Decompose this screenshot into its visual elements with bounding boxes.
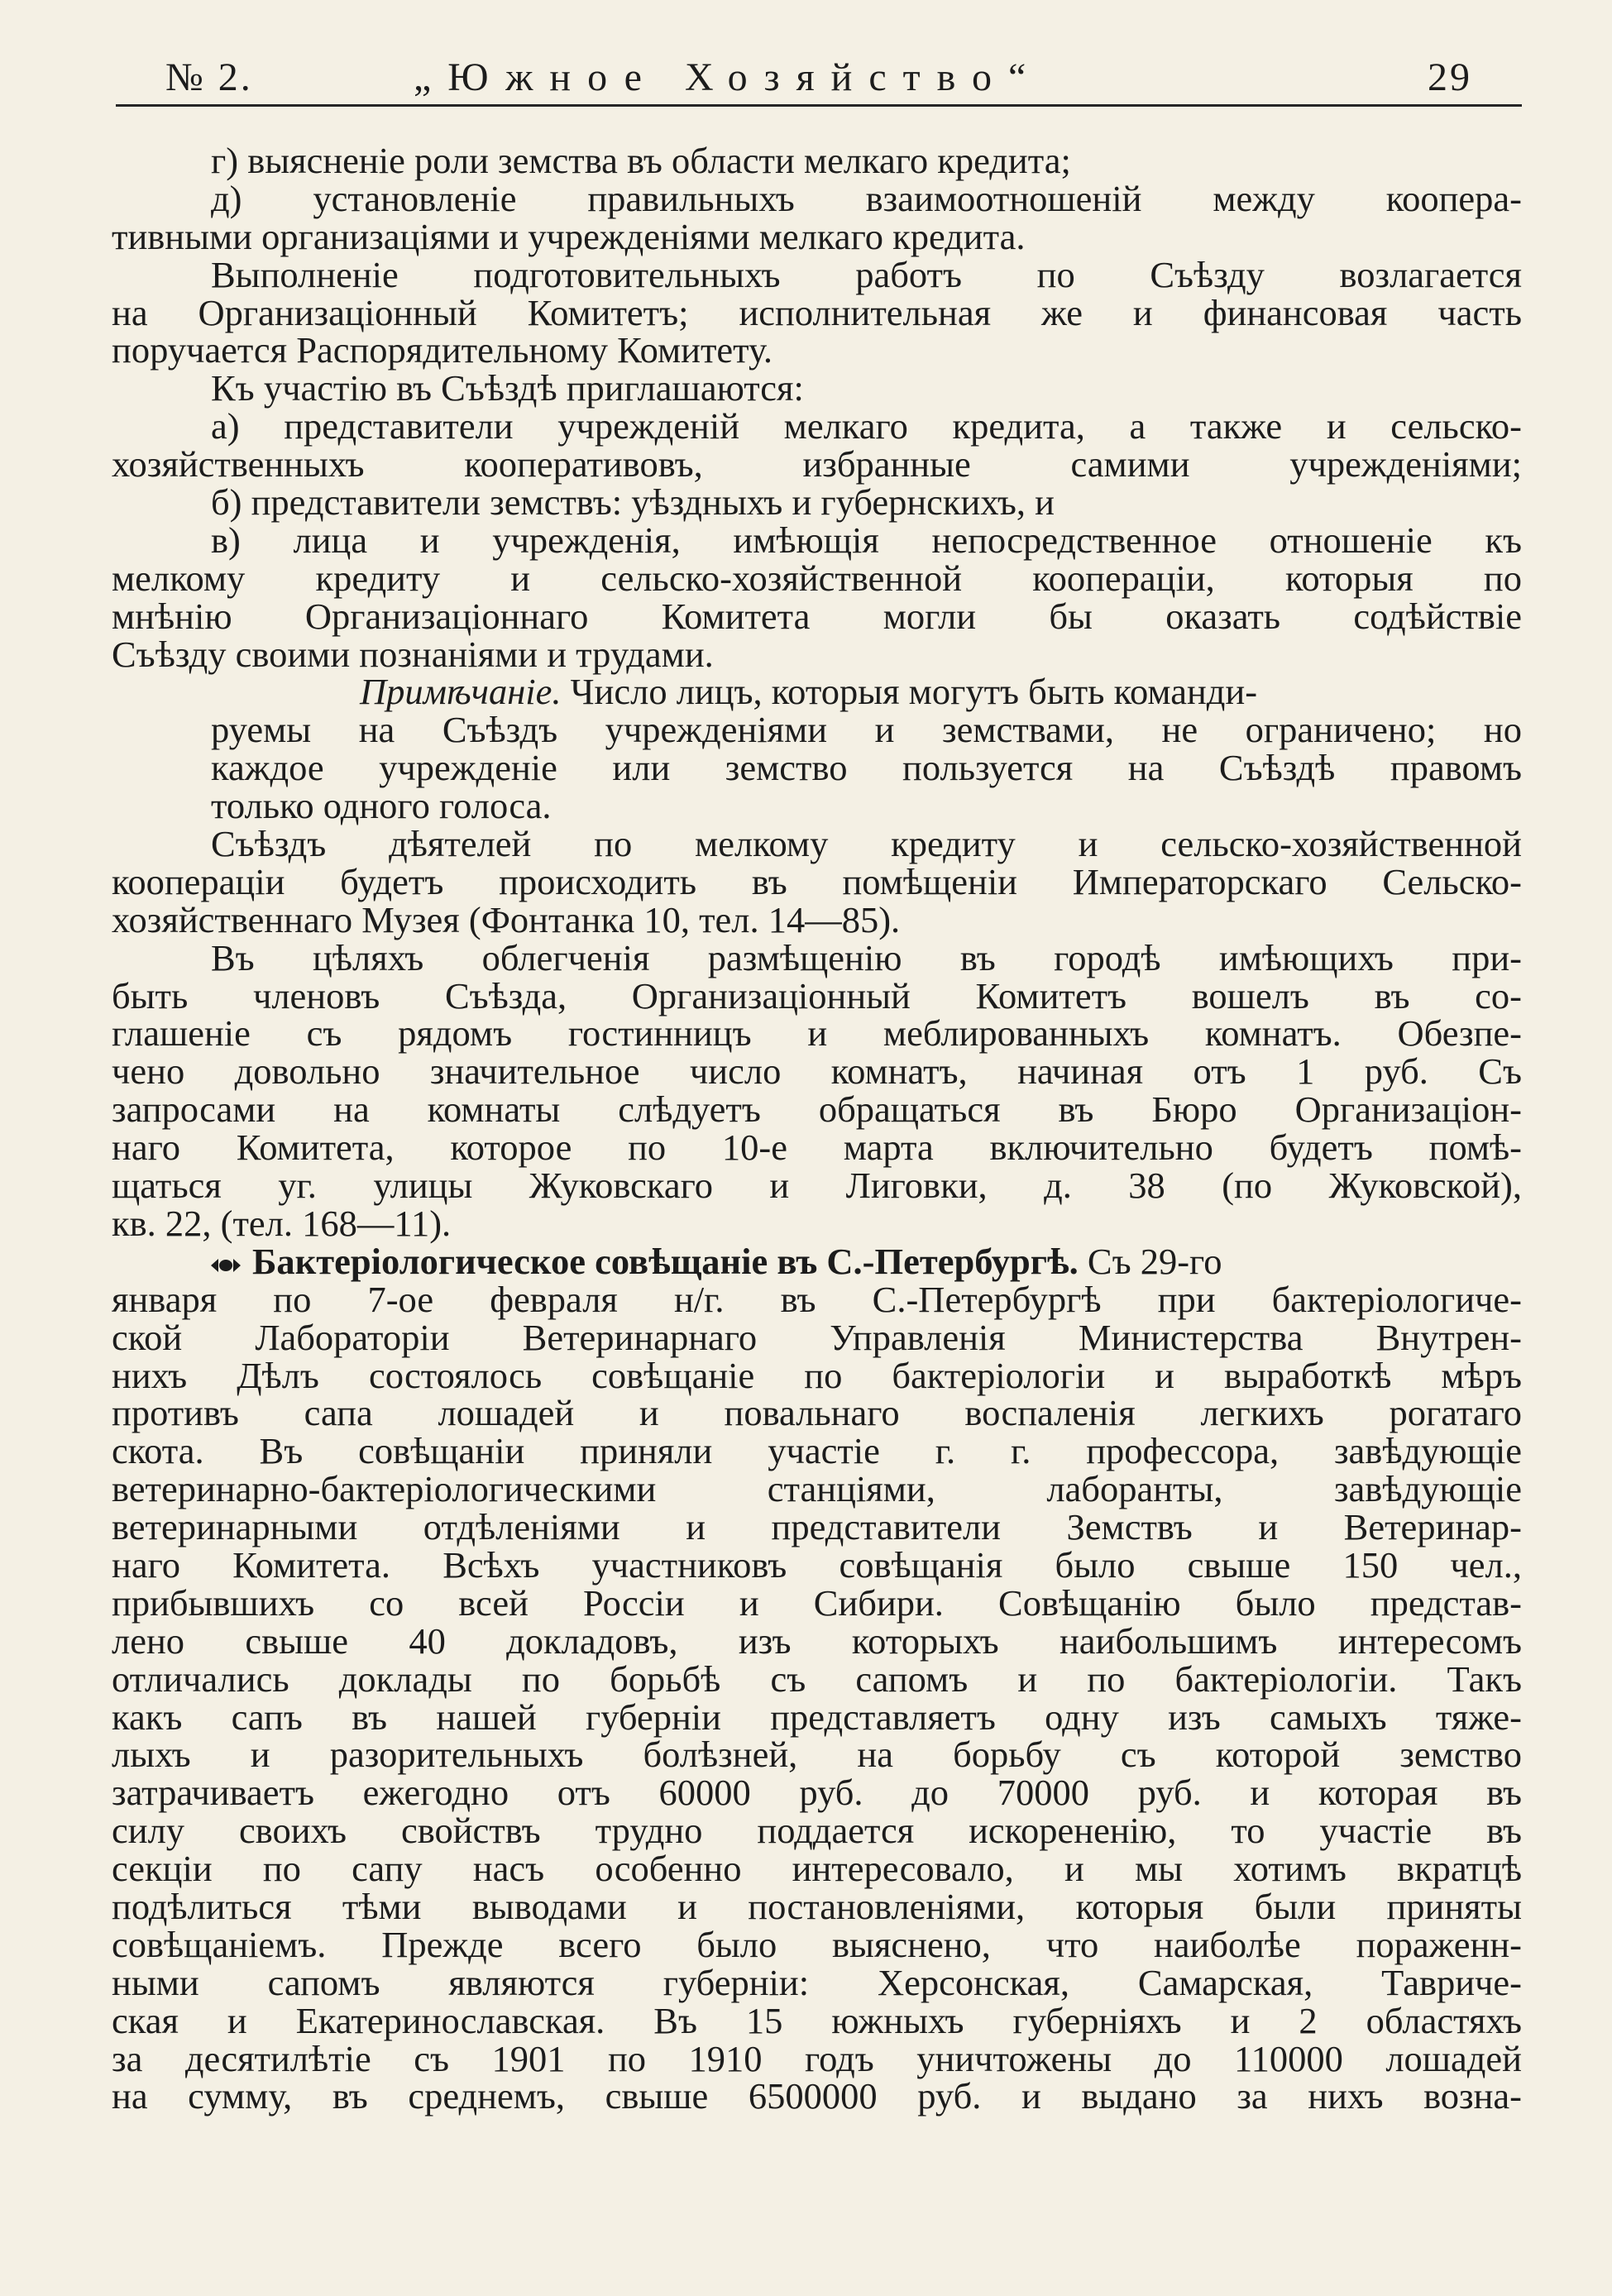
text-line: лыхъ и разорительныхъ болѣзней, на борьбу съ которой земство — [112, 1734, 1522, 1776]
text-line: на сумму, въ среднемъ, свыше 6500000 руб. и выдано за нихъ возна- — [112, 2075, 1522, 2117]
text-line: нихъ Дѣлъ состоялось совѣщаніе по бактеріологіи и выработкѣ мѣръ — [112, 1354, 1522, 1396]
text-line: а) представители учрежденій мелкаго кредита, а также и сельско- — [211, 405, 1522, 447]
text-line: наго Комитета. Всѣхъ участниковъ совѣщанія было свыше 150 чел., — [112, 1543, 1522, 1586]
text-line: Съѣздъ дѣятелей по мелкому кредиту и сельско-хозяйственной — [211, 823, 1522, 865]
note-text: Число лицъ, которыя могутъ быть команди- — [570, 671, 1258, 713]
text-line: г) выясненіе роли земства въ области мелкаго кредита; — [211, 140, 1071, 181]
text-line: быть членовъ Съѣзда, Организаціонный Комитетъ вошелъ въ со- — [112, 974, 1522, 1016]
text-line: мнѣнію Организаціоннаго Комитета могли бы оказать содѣйствіе — [112, 595, 1522, 637]
text-line: щаться уг. улицы Жуковскаго и Лиговки, д. 38 (по Жуковской), — [112, 1165, 1522, 1207]
text-line: за десятилѣтіе съ 1901 по 1910 годъ уничтожены до 110000 лошадей — [112, 2037, 1522, 2079]
issue-number: № 2. — [165, 55, 253, 99]
text-line: поручается Распорядительному Комитету. — [112, 329, 773, 371]
text-line: хозяйственныхъ кооперативовъ, избранные самими учрежденіями; — [112, 443, 1522, 486]
text-line: наго Комитета, которое по 10-е марта включительно будетъ помѣ- — [112, 1126, 1522, 1169]
text-line: кв. 22, (тел. 168—11). — [112, 1202, 452, 1244]
text-line: Съѣзду своими познаніями и трудами. — [112, 633, 714, 675]
text-line: коопераціи будетъ происходить въ помѣщеніи Императорскаго Сельско- — [112, 860, 1522, 902]
text-line: чено довольно значительное число комнатъ, начиная отъ 1 руб. Съ — [112, 1050, 1522, 1093]
header-rule — [116, 104, 1522, 107]
note-label: Примѣчаніе. — [360, 671, 562, 713]
text-line: Къ участію въ Съѣздѣ приглашаются: — [211, 367, 804, 409]
text-line: д) установленіе правильныхъ взаимоотношеній между коопера- — [211, 177, 1522, 219]
page-number: 29 — [1428, 55, 1472, 99]
text-line: ветеринарно-бактеріологическими станціями, лаборанты, завѣдующіе — [112, 1468, 1522, 1510]
text-line: в) лица и учрежденія, имѣющія непосредственное отношеніе къ — [211, 519, 1522, 561]
text-line: запросами на комнаты слѣдуетъ обращаться въ Бюро Организаціон- — [112, 1088, 1522, 1131]
text-line: Въ цѣляхъ облегченія размѣщенію въ городѣ имѣющихъ при- — [211, 936, 1522, 978]
text-line: руемы на Съѣздъ учрежденіями и земствами, не ограничено; но — [211, 709, 1522, 751]
text-line: каждое учрежденіе или земство пользуется на Съѣздѣ правомъ — [211, 747, 1522, 789]
text-line: тивными организаціями и учрежденіями мелкаго кредита. — [112, 215, 1026, 257]
text-line: только одного голоса. — [211, 785, 552, 827]
article-body — [112, 142, 1522, 2116]
text-line: скота. Въ совѣщаніи приняли участіе г. г. профессора, завѣдующіе — [112, 1430, 1522, 1472]
section-heading-trail: Съ 29-го — [1087, 1240, 1222, 1282]
text-line: хозяйственнаго Музея (Фонтанка 10, тел. 14—85). — [112, 898, 901, 940]
note-line — [112, 673, 1522, 711]
text-line: Выполненіе подготовительныхъ работъ по Съѣзду возлагается — [211, 253, 1522, 295]
text-line: ская и Екатеринославская. Въ 15 южныхъ губерніяхъ и 2 областяхъ — [112, 1999, 1522, 2041]
text-line: прибывшихъ со всей Россіи и Сибири. Совѣщанію было представ- — [112, 1581, 1522, 1624]
text-line: отличались доклады по борьбѣ съ сапомъ и по бактеріологіи. Такъ — [112, 1657, 1522, 1700]
text-line: б) представители земствъ: уѣздныхъ и губернскихъ, и — [211, 481, 1055, 524]
text-line: какъ сапъ въ нашей губерніи представляетъ одну изъ самыхъ тяже- — [112, 1696, 1522, 1738]
text-line: ветеринарными отдѣленіями и представители Земствъ и Ветеринар- — [112, 1506, 1522, 1548]
text-line: совѣщаніемъ. Прежде всего было выяснено, что наиболѣе пораженн- — [112, 1923, 1522, 1965]
section-heading: Бактеріологическое совѣщаніе въ С.-Петербургѣ. — [252, 1240, 1079, 1282]
text-line: глашеніе съ рядомъ гостинницъ и меблированныхъ комнатъ. Обезпе- — [112, 1012, 1522, 1055]
journal-title: „Южное Хозяйство“ — [414, 55, 1043, 99]
running-header — [116, 48, 1522, 108]
text-line: секціи по сапу насъ особенно интересовало, и мы хотимъ вкратцѣ — [112, 1848, 1522, 1890]
text-line: на Организаціонный Комитетъ; исполнительная же и финансовая часть — [112, 291, 1522, 333]
text-line: силу своихъ свойствъ трудно поддается искорененію, то участіе въ — [112, 1810, 1522, 1852]
text-line: лено свыше 40 докладовъ, изъ которыхъ наибольшимъ интересомъ — [112, 1619, 1522, 1662]
text-line: подѣлиться тѣми выводами и постановленіями, которыя были приняты — [112, 1885, 1522, 1927]
text-line: ской Лабораторіи Ветеринарнаго Управленія Министерства Внутрен- — [112, 1316, 1522, 1358]
text-line: ными сапомъ являются губерніи: Херсонская, Самарская, Тавриче- — [112, 1961, 1522, 2003]
text-line: января по 7-ое февраля н/г. въ С.-Петербургѣ при бактеріологиче- — [112, 1278, 1522, 1320]
text-line: противъ сапа лошадей и повальнаго воспаленія легкихъ рогатаго — [112, 1392, 1522, 1434]
text-line: мелкому кредиту и сельско-хозяйственной коопераціи, которыя по — [112, 557, 1522, 599]
ornament-bullet-icon — [211, 1257, 241, 1274]
section-heading-line — [112, 1240, 1522, 1282]
text-line: затрачиваетъ ежегодно отъ 60000 руб. до 70000 руб. и которая въ — [112, 1772, 1522, 1814]
